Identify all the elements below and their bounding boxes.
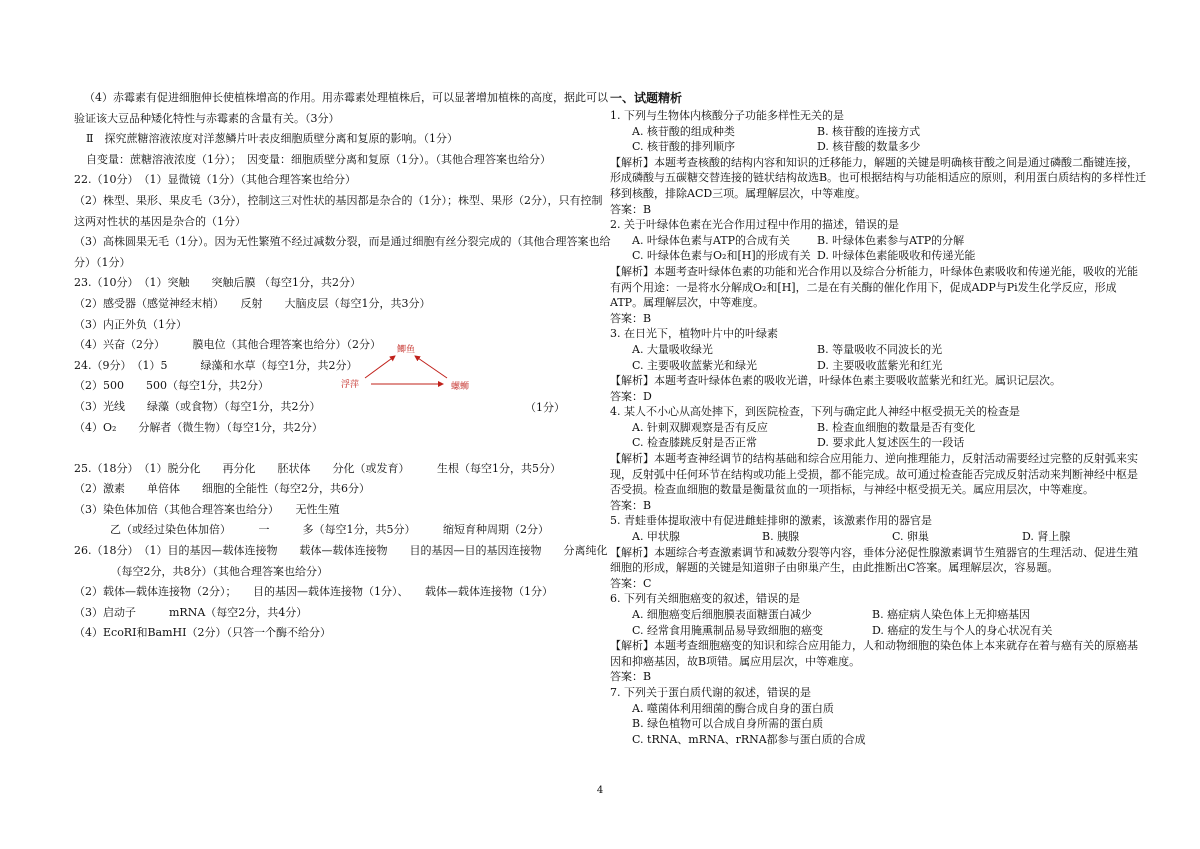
analysis-text: 否受损。检查血细胞的数量是衡量贫血的一项指标，与神经中枢受损无关。属应用层次，中等难度。 (610, 483, 1094, 497)
text-line: 自变量：蔗糖溶液浓度（1分）； 因变量：细胞质壁分离和复原（1分）。（其他合理答案也给分） (86, 152, 551, 166)
option: A. 甲状腺 (632, 530, 680, 544)
option: D. 核苷酸的数量多少 (817, 140, 921, 154)
option: D. 要求此人复述医生的一段话 (817, 436, 965, 450)
options-row (610, 623, 1135, 639)
option: B. 癌症病人染色体上无抑癌基因 (872, 608, 1031, 621)
option: C. 经常食用腌熏制品易导致细胞的癌变 (632, 623, 824, 637)
text-line: 22.（10分） （1）显微镜（1分）（其他合理答案也给分） (74, 173, 356, 187)
text-line: （3）启动子 mRNA（每空2分，共4分） (74, 605, 308, 619)
analysis-text: 【解析】本题考查细胞癌变的知识和综合应用能力，人和动物细胞的染色体上本来就存在着与癌有关的原癌基 (610, 639, 1138, 653)
text-line: 24.（9分） （1）5 绿藻和水草（每空1分，共2分） (74, 358, 358, 372)
text-line: 乙（或经过染色体加倍） 一 多（每空1分，共5分） 缩短育种周期（2分） (88, 523, 549, 537)
answer-text: 答案：D (610, 389, 652, 403)
page-number: 4 (596, 785, 604, 796)
options-row (610, 248, 1135, 264)
answer-text: 答案：B (610, 498, 652, 512)
node-label: 螺蛳 (451, 382, 470, 392)
options-row (610, 358, 1135, 374)
option: B. 核苷酸的连接方式 (817, 124, 921, 138)
option: A. 噬菌体利用细菌的酶合成自身的蛋白质 (632, 701, 834, 715)
text-line: （2）激素 单倍体 细胞的全能性（每空2分，共6分） (74, 482, 370, 496)
text-line: （3）高株圆果无毛（1分）。因为无性繁殖不经过减数分裂，而是通过细胞有丝分裂完成的（其他合理答案也给 (74, 235, 611, 249)
text-line: （2）感受器（感觉神经末梢） 反射 大脑皮层（每空1分，共3分） (74, 296, 431, 310)
text-line: 25.（18分） （1）脱分化 再分化 胚状体 分化（或发育） 生根（每空1分，共5分） (74, 461, 561, 475)
text-line: 验证该大豆品种矮化特性与赤霉素的含量有关。（3分） (74, 111, 340, 125)
option: D. 肾上腺 (1022, 530, 1071, 544)
options-row (610, 607, 1135, 623)
option: B. 等量吸收不同波长的光 (817, 342, 943, 356)
options-row (610, 420, 1135, 436)
question-stem: 5. 青蛙垂体提取液中有促进雌蛙排卵的激素，该激素作用的器官是 (610, 514, 932, 528)
options-row (610, 435, 1135, 451)
option: D. 叶绿体色素能吸收和传递光能 (817, 249, 976, 263)
question-stem: 6. 下列有关细胞癌变的叙述，错误的是 (610, 592, 800, 606)
option: B. 检查血细胞的数量是否有变化 (817, 420, 976, 434)
options-row (610, 529, 1135, 545)
analysis-text: 因和抑癌基因，故B项错。属应用层次，中等难度。 (610, 654, 861, 668)
text-line: 这两对性状的基因是杂合的（1分） (74, 214, 246, 228)
answer-text: 答案：B (610, 670, 652, 684)
options-row (610, 342, 1135, 358)
question-stem: 7. 下列关于蛋白质代谢的叙述，错误的是 (610, 685, 811, 699)
option: D. 癌症的发生与个人的身心状况有关 (872, 623, 1053, 637)
option: A. 大量吸收绿光 (632, 342, 713, 356)
analysis-text: 【解析】本题考查叶绿体色素的吸收光谱，叶绿体色素主要吸收蓝紫光和红光。属识记层次。 (610, 374, 1061, 388)
analysis-text: 有两个用途：一是将水分解成O₂和[H]，二是在有关酶的催化作用下，促成ADP与Pi发生化学反应，形成 (610, 280, 1117, 294)
arrow-line (365, 356, 395, 378)
question-stem: 4. 某人不小心从高处摔下，到医院检查，下列与确定此人神经中枢受损无关的检查是 (610, 405, 1020, 419)
analysis-text: 细胞的形成，解题的关键是知道卵子由卵巢产生，由此推断出C答案。属理解层次，容易题。 (610, 561, 1059, 575)
text-line: （4）赤霉素有促进细胞伸长使植株增高的作用。用赤霉素处理植株后，可以显著增加植株的高度，据此可以 (84, 91, 608, 104)
blank-line (74, 438, 594, 459)
question-stem: 2. 关于叶绿体色素在光合作用过程中作用的描述，错误的是 (610, 218, 899, 232)
text-line: （2）500 500（每空1分，共2分） (74, 379, 269, 393)
option: C. 叶绿体色素与O₂和[H]的形成有关 (632, 249, 811, 263)
option: B. 叶绿体色素参与ATP的分解 (817, 233, 965, 247)
text-line: 分）（1分） (74, 255, 131, 269)
analysis-text: 形成磷酸与五碳糖交替连接的链状结构故选B。也可根据结构与功能相适应的原则，利用蛋白质结构的多样性迁 (610, 171, 1147, 185)
text-line: （3）内正外负（1分） (74, 317, 187, 331)
text-line: （4）O₂ 分解者（微生物）（每空1分，共2分） (74, 420, 323, 434)
option: B. 绿色植物可以合成自身所需的蛋白质 (632, 717, 824, 731)
text-line: （2）株型、果形、果皮毛（3分），控制这三对性状的基因都是杂合的（1分）；株型、果形（2分），只有控制 (74, 193, 603, 207)
analysis-text: 【解析】本题综合考查激素调节和减数分裂等内容，垂体分泌促性腺激素调节生殖器官的生理活动、促进生殖 (610, 545, 1138, 559)
food-web-diagram (335, 340, 485, 400)
text-line: （2）载体—载体连接物（2分）； 目的基因—载体连接物（1分）、 载体—载体连接物（1分） (74, 585, 553, 599)
option: C. 核苷酸的排列顺序 (632, 140, 736, 154)
text-line: （1分） (525, 401, 565, 414)
option: C. 卵巢 (892, 530, 930, 544)
text-line: 23.（10分） （1）突触 突触后膜 （每空1分，共2分） (74, 276, 361, 290)
analysis-column (610, 88, 1147, 747)
analysis-text: 【解析】本题考查叶绿体色素的功能和光合作用以及综合分析能力，叶绿体色素吸收和传递光能，吸收的光能 (610, 264, 1138, 278)
node-label: 浮萍 (341, 380, 360, 390)
option: C. tRNA、mRNA、rRNA都参与蛋白质的合成 (632, 732, 866, 746)
text-line: Ⅱ 探究蔗糖溶液浓度对洋葱鳞片叶表皮细胞质壁分离和复原的影响。（1分） (86, 132, 458, 146)
option: C. 主要吸收蓝紫光和绿光 (632, 358, 758, 372)
analysis-text: ATP。属理解层次，中等难度。 (610, 296, 765, 310)
analysis-text: 现，反射弧中任何环节在结构或功能上受损，都不能完成。故可通过检查能否完成反射活动来判断神经中枢是 (610, 467, 1138, 481)
option: A. 针刺双脚观察是否有反应 (632, 420, 768, 434)
section-heading: 一、试题精析 (610, 91, 683, 105)
arrow-line (415, 356, 447, 378)
text-line: 26.（18分） （1）目的基因—载体连接物 载体—载体连接物 目的基因—目的基因连接物 分离纯化 (74, 544, 608, 558)
text-line: （3）光线 绿藻（或食物）（每空1分，共2分） (74, 399, 321, 413)
answer-key-column (74, 88, 611, 644)
answer-text: 答案：C (610, 576, 652, 590)
option: B. 胰腺 (762, 530, 800, 544)
analysis-text: 【解析】本题考查神经调节的结构基础和综合应用能力、逆向推理能力，反射活动需要经过完整的反射弧来实 (610, 452, 1138, 466)
options-row (610, 139, 1135, 155)
analysis-text: 移到核酸，排除ACD三项。属理解层次，中等难度。 (610, 186, 867, 200)
option: A. 叶绿体色素与ATP的合成有关 (632, 233, 791, 247)
question-stem: 3. 在日光下，植物叶片中的叶绿素 (610, 327, 778, 341)
option: C. 检查膝跳反射是否正常 (632, 436, 758, 450)
answer-text: 答案：B (610, 202, 652, 216)
question-stem: 1. 下列与生物体内核酸分子功能多样性无关的是 (610, 109, 844, 122)
option: A. 核苷酸的组成种类 (632, 124, 735, 138)
options-row (610, 124, 1135, 140)
analysis-text: 【解析】本题考查核酸的结构内容和知识的迁移能力，解题的关键是明确核苷酸之间是通过磷酸二酯键连接， (610, 155, 1138, 169)
text-line: （4）EcoRI和BamHI（2分）（只答一个酶不给分） (74, 626, 331, 640)
text-line: （每空2分，共8分）（其他合理答案也给分） (94, 564, 328, 578)
text-line: （4）兴奋（2分） 膜电位（其他合理答案也给分）（2分） (74, 338, 381, 352)
node-label: 鲫鱼 (397, 345, 416, 355)
options-row (610, 233, 1135, 249)
option: D. 主要吸收蓝紫光和红光 (817, 358, 943, 372)
text-line: （3）染色体加倍（其他合理答案也给分） 无性生殖 (74, 502, 340, 516)
answer-text: 答案：B (610, 311, 652, 325)
option: A. 细胞癌变后细胞膜表面糖蛋白减少 (632, 608, 812, 621)
